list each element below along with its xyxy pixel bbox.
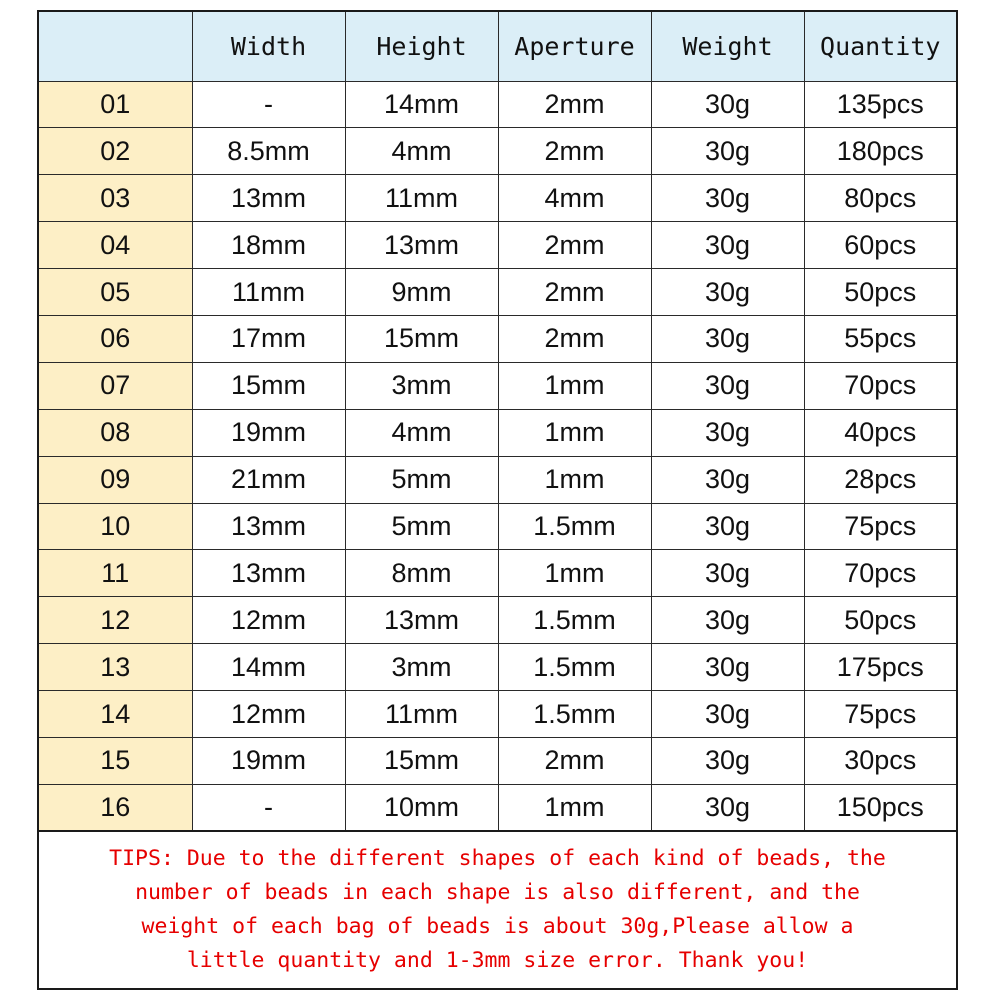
width-cell: 17mm	[192, 315, 345, 362]
width-cell: 12mm	[192, 691, 345, 738]
width-cell: 15mm	[192, 362, 345, 409]
header-width: Width	[192, 12, 345, 81]
aperture-cell: 1mm	[498, 784, 651, 831]
row-index-cell: 03	[39, 175, 192, 222]
row-index-cell: 16	[39, 784, 192, 831]
table-row	[39, 81, 956, 128]
quantity-cell: 55pcs	[804, 315, 956, 362]
quantity-cell: 75pcs	[804, 503, 956, 550]
weight-cell: 30g	[651, 269, 804, 316]
table-row	[39, 409, 956, 456]
row-index-cell: 05	[39, 269, 192, 316]
table-row	[39, 222, 956, 269]
weight-cell: 30g	[651, 737, 804, 784]
height-cell: 9mm	[345, 269, 498, 316]
aperture-cell: 1.5mm	[498, 691, 651, 738]
quantity-cell: 80pcs	[804, 175, 956, 222]
bead-spec-sheet	[37, 10, 958, 990]
aperture-cell: 2mm	[498, 315, 651, 362]
row-index-cell: 06	[39, 315, 192, 362]
height-cell: 3mm	[345, 644, 498, 691]
table-row	[39, 456, 956, 503]
quantity-cell: 150pcs	[804, 784, 956, 831]
row-index-cell: 12	[39, 597, 192, 644]
aperture-cell: 2mm	[498, 81, 651, 128]
aperture-cell: 2mm	[498, 222, 651, 269]
height-cell: 14mm	[345, 81, 498, 128]
aperture-cell: 2mm	[498, 128, 651, 175]
row-index-cell: 02	[39, 128, 192, 175]
table-row	[39, 362, 956, 409]
width-cell: 12mm	[192, 597, 345, 644]
weight-cell: 30g	[651, 175, 804, 222]
weight-cell: 30g	[651, 315, 804, 362]
quantity-cell: 50pcs	[804, 597, 956, 644]
height-cell: 5mm	[345, 503, 498, 550]
aperture-cell: 1mm	[498, 409, 651, 456]
height-cell: 8mm	[345, 550, 498, 597]
width-cell: -	[192, 81, 345, 128]
width-cell: 18mm	[192, 222, 345, 269]
width-cell: -	[192, 784, 345, 831]
table-row	[39, 315, 956, 362]
width-cell: 14mm	[192, 644, 345, 691]
quantity-cell: 30pcs	[804, 737, 956, 784]
table-row	[39, 175, 956, 222]
weight-cell: 30g	[651, 362, 804, 409]
width-cell: 8.5mm	[192, 128, 345, 175]
table-row	[39, 644, 956, 691]
aperture-cell: 2mm	[498, 737, 651, 784]
height-cell: 13mm	[345, 222, 498, 269]
width-cell: 19mm	[192, 737, 345, 784]
row-index-cell: 15	[39, 737, 192, 784]
height-cell: 4mm	[345, 409, 498, 456]
header-aperture: Aperture	[498, 12, 651, 81]
quantity-cell: 135pcs	[804, 81, 956, 128]
header-row	[39, 12, 956, 81]
table-row	[39, 737, 956, 784]
quantity-cell: 70pcs	[804, 550, 956, 597]
height-cell: 15mm	[345, 737, 498, 784]
row-index-cell: 13	[39, 644, 192, 691]
row-index-cell: 11	[39, 550, 192, 597]
quantity-cell: 60pcs	[804, 222, 956, 269]
height-cell: 10mm	[345, 784, 498, 831]
tips-note: TIPS: Due to the different shapes of each kind of beads, the number of beads in each shape is also different, and the weight of each bag of beads is about 30g,Please allow a little quantity and 1-3mm size error. Thank you!	[109, 846, 886, 974]
weight-cell: 30g	[651, 644, 804, 691]
table-row	[39, 597, 956, 644]
aperture-cell: 1mm	[498, 362, 651, 409]
row-index-cell: 08	[39, 409, 192, 456]
width-cell: 13mm	[192, 550, 345, 597]
height-cell: 4mm	[345, 128, 498, 175]
height-cell: 13mm	[345, 597, 498, 644]
aperture-cell: 4mm	[498, 175, 651, 222]
quantity-cell: 28pcs	[804, 456, 956, 503]
row-index-cell: 09	[39, 456, 192, 503]
width-cell: 13mm	[192, 503, 345, 550]
height-cell: 11mm	[345, 175, 498, 222]
table-row	[39, 784, 956, 831]
quantity-cell: 70pcs	[804, 362, 956, 409]
bead-spec-table	[39, 12, 956, 832]
row-index-cell: 14	[39, 691, 192, 738]
row-index-cell: 07	[39, 362, 192, 409]
weight-cell: 30g	[651, 409, 804, 456]
row-index-cell: 04	[39, 222, 192, 269]
weight-cell: 30g	[651, 81, 804, 128]
aperture-cell: 1mm	[498, 456, 651, 503]
weight-cell: 30g	[651, 222, 804, 269]
aperture-cell: 2mm	[498, 269, 651, 316]
weight-cell: 30g	[651, 128, 804, 175]
aperture-cell: 1.5mm	[498, 503, 651, 550]
quantity-cell: 75pcs	[804, 691, 956, 738]
quantity-cell: 50pcs	[804, 269, 956, 316]
height-cell: 15mm	[345, 315, 498, 362]
header-height: Height	[345, 12, 498, 81]
table-row	[39, 691, 956, 738]
quantity-cell: 175pcs	[804, 644, 956, 691]
quantity-cell: 40pcs	[804, 409, 956, 456]
table-row	[39, 128, 956, 175]
quantity-cell: 180pcs	[804, 128, 956, 175]
width-cell: 19mm	[192, 409, 345, 456]
table-row	[39, 550, 956, 597]
weight-cell: 30g	[651, 503, 804, 550]
header-quantity: Quantity	[804, 12, 956, 81]
aperture-cell: 1mm	[498, 550, 651, 597]
header-weight: Weight	[651, 12, 804, 81]
weight-cell: 30g	[651, 550, 804, 597]
header-corner-cell	[39, 12, 192, 81]
weight-cell: 30g	[651, 784, 804, 831]
row-index-cell: 01	[39, 81, 192, 128]
aperture-cell: 1.5mm	[498, 644, 651, 691]
width-cell: 13mm	[192, 175, 345, 222]
weight-cell: 30g	[651, 456, 804, 503]
weight-cell: 30g	[651, 691, 804, 738]
width-cell: 11mm	[192, 269, 345, 316]
height-cell: 3mm	[345, 362, 498, 409]
height-cell: 5mm	[345, 456, 498, 503]
height-cell: 11mm	[345, 691, 498, 738]
weight-cell: 30g	[651, 597, 804, 644]
width-cell: 21mm	[192, 456, 345, 503]
table-row	[39, 269, 956, 316]
table-row	[39, 503, 956, 550]
row-index-cell: 10	[39, 503, 192, 550]
aperture-cell: 1.5mm	[498, 597, 651, 644]
